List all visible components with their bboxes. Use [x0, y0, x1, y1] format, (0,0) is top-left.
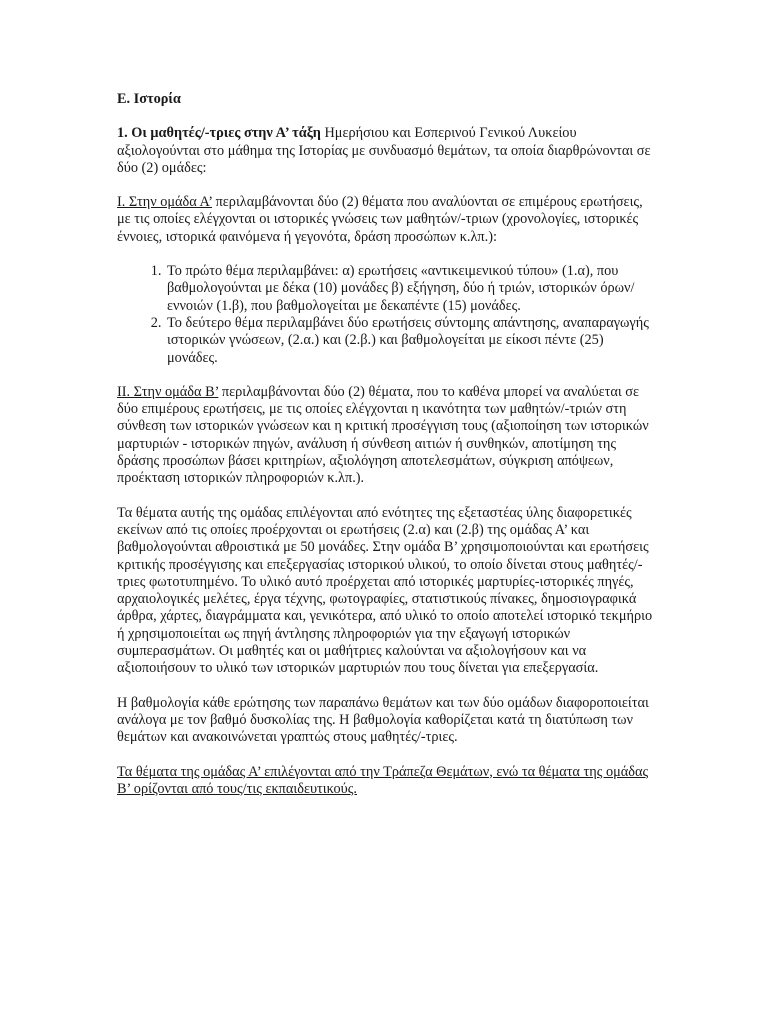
- list-item: 2. Το δεύτερο θέμα περιλαμβάνει δύο ερωτήσεις σύντομης απάντησης, αναπαραγωγής ιστορικών γνώσεων, (2.α.) και (2.β.) και βαθμολογείται με είκοσι πέντε (25) μονάδες.: [165, 315, 657, 367]
- intro-lead: 1. Οι μαθητές/-τριες στην Α’ τάξη: [117, 125, 321, 142]
- group-b-topics-paragraph: Τα θέματα αυτής της ομάδας επιλέγονται από ενότητες της εξεταστέας ύλης διαφορετικές εκείνων από τις οποίες προέρχονται οι ερωτήσεις (2.α) και (2.β) της ομάδας Α’ και βαθμολογούνται αθροιστικά με 50 μονάδες. Στην ομάδα Β’ χρησιμοποιούνται και ερωτήσεις κριτικής προσέγγισης και επεξεργασίας ιστορικού υλικού, το οποίο δίνεται στους μαθητές/-τριες φωτοτυπημένο. Το υλικό αυτό προέρχεται από ιστορικές μαρτυρίες-ιστορικές πηγές, αρχαιολογικές μελέτες, έργα τέχνης, φωτογραφίες, στατιστικούς πίνακες, δημοσιογραφικά άρθρα, χάρτες, διαγράμματα και, γενικότερα, από υλικό το οποίο αποτελεί ιστορικό τεκμήριο ή χρησιμοποιείται ως πηγή άντλησης πληροφοριών για την εξαγωγή ιστορικών συμπερασμάτων. Οι μαθητές και οι μαθήτριες καλούνται να αξιολογήσουν και να αξιοποιήσουν το υλικό των ιστορικών μαρτυριών που τους δίνεται για επεξεργασία.: [117, 504, 653, 677]
- group-a-topics-list: [117, 263, 657, 367]
- intro-text: Ημερήσιου και Εσπερινού Γενικού Λυκείου αξιολογούνται στο μάθημα της Ιστορίας με συνδυασμό θεμάτων, τα οποία διαρθρώνονται σε δύο (2) ομάδες:: [117, 125, 651, 176]
- group-b-text: περιλαμβάνονται δύο (2) θέματα, που το καθένα μπορεί να αναλύεται σε δύο επιμέρους ερωτήσεις, με τις οποίες ελέγχονται η ικανότητα των μαθητών/-τριών στη σύνθεση των ιστορικών γνώσεων και η κριτική προσέγγιση τους (αξιοποίηση των ιστορικών μαρτυριών - ιστορικών πηγών, ανάλυση ή σύνθεση αιτιών ή συνθηκών, αποτίμηση της δράσης προσώπων βάσει κριτηρίων, αξιολόγηση αποτελεσμάτων, σύγκριση απόψεων, προέκταση ιστορικών πληροφοριών κ.λπ.).: [117, 383, 649, 487]
- group-a-text: περιλαμβάνονται δύο (2) θέματα που αναλύονται σε επιμέρους ερωτήσεις, με τις οποίες ελέγχονται οι ιστορικές γνώσεις των μαθητών/-τριων (χρονολογίες, ιστορικές έννοιες, ιστορικά φαινόμενα ή γεγονότα, δράση προσώπων κ.λπ.):: [117, 194, 643, 245]
- intro-paragraph: [117, 125, 657, 177]
- section-title: Ε. Ιστορία: [117, 91, 181, 107]
- list-item: 1. Το πρώτο θέμα περιλαμβάνει: α) ερωτήσεις «αντικειμενικού τύπου» (1.α), που βαθμολογούνται με δέκα (10) μονάδες β) εξήγηση, δύο ή τριών, ιστορικών όρων/εννοιών (1.β), που βαθμολογείται με δεκαπέντε (15) μονάδες.: [165, 263, 657, 315]
- grading-paragraph: Η βαθμολογία κάθε ερώτησης των παραπάνω θεμάτων και των δύο ομάδων διαφοροποιείται ανάλογα με τον βαθμό δυσκολίας της. Η βαθμολογία καθορίζεται κατά τη διατύπωση των θεμάτων και ανακοινώνεται γραπτώς στους μαθητές/-τριες.: [117, 694, 649, 746]
- group-a-label: Ι. Στην ομάδα Α’: [117, 194, 213, 211]
- document-body: [117, 91, 657, 798]
- topic-source-note: Τα θέματα της ομάδας Α’ επιλέγονται από την Τράπεζα Θεμάτων, ενώ τα θέματα της ομάδας Β’ ορίζονται από τους/τις εκπαιδευτικούς.: [117, 763, 649, 797]
- group-a-paragraph: [117, 194, 657, 246]
- group-b-label: ΙΙ. Στην ομάδα Β’: [117, 383, 219, 400]
- group-b-paragraph: [117, 384, 657, 488]
